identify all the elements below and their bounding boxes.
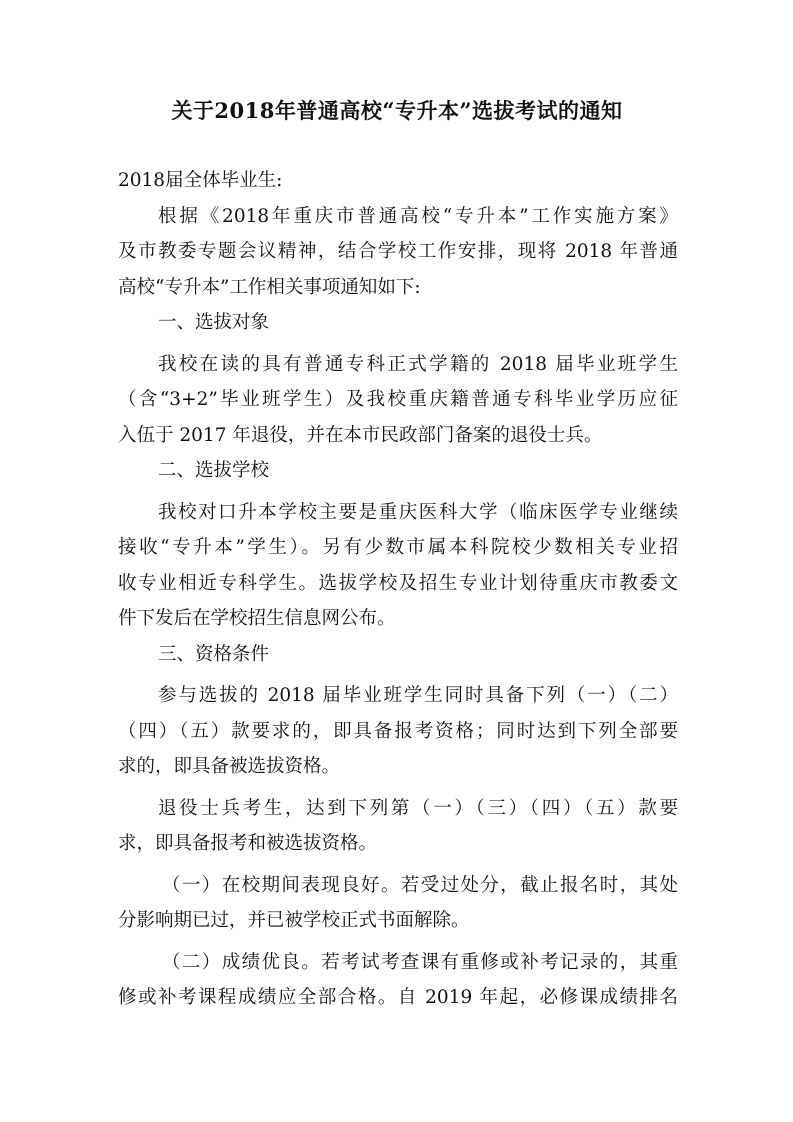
paragraph-line: （四）（五）款要求的，即具备报考资格；同时达到下列全部要 <box>118 720 678 742</box>
paragraph-line: 收专业相近专科学生。选拔学校及招生专业计划待重庆市教委文 <box>118 572 678 594</box>
paragraph-line: 我校对口升本学校主要是重庆医科大学（临床医学专业继续 <box>158 501 678 523</box>
paragraph-line: 接收“专升本”学生）。另有少数市属本科院校少数相关专业招 <box>118 537 678 558</box>
paragraph-line: 退役士兵考生，达到下列第（一）（三）（四）（五）款要 <box>158 797 678 819</box>
document-title: 关于2018年普通高校“专升本”选拔考试的通知 <box>171 98 623 123</box>
paragraph-line: 修或补考课程成绩应全部合格。自 2019 年起，必修课成绩排名 <box>118 987 678 1008</box>
section-heading: 二、选拔学校 <box>158 460 270 481</box>
paragraph-line: 件下发后在学校招生信息网公布。 <box>118 608 396 629</box>
paragraph-line: （一）在校期间表现良好。若受过处分，截止报名时，其处 <box>162 874 678 896</box>
paragraph-line: （二）成绩优良。若考试考查课有重修或补考记录的，其重 <box>162 951 678 973</box>
section-heading: 三、资格条件 <box>158 643 270 665</box>
paragraph-line: 高校“专升本”工作相关事项通知如下: <box>118 276 421 298</box>
paragraph-line: 及市教委专题会议精神，结合学校工作安排，现将 2018 年普通 <box>118 241 678 262</box>
section-heading: 一、选拔对象 <box>158 312 270 333</box>
paragraph-line: 求，即具备报考和被选拔资格。 <box>118 833 378 854</box>
paragraph-line: 根据《2018年重庆市普通高校“专升本”工作实施方案》 <box>158 205 678 227</box>
paragraph-line: 我校在读的具有普通专科正式学籍的 2018 届毕业班学生 <box>158 353 678 375</box>
paragraph-line: 分影响期已过，并已被学校正式书面解除。 <box>118 910 470 931</box>
paragraph-line: 求的，即具备被选拔资格。 <box>118 756 341 777</box>
paragraph-line: 参与选拔的 2018 届毕业班学生同时具备下列（一）（二） <box>158 685 678 706</box>
salutation: 2018届全体毕业生: <box>118 170 283 191</box>
document-body <box>118 163 678 1016</box>
paragraph-line: （含“3+2”毕业班学生）及我校重庆籍普通专科毕业学历应征 <box>118 389 678 410</box>
paragraph-line: 入伍于 2017 年退役，并在本市民政部门备案的退役士兵。 <box>118 424 603 446</box>
